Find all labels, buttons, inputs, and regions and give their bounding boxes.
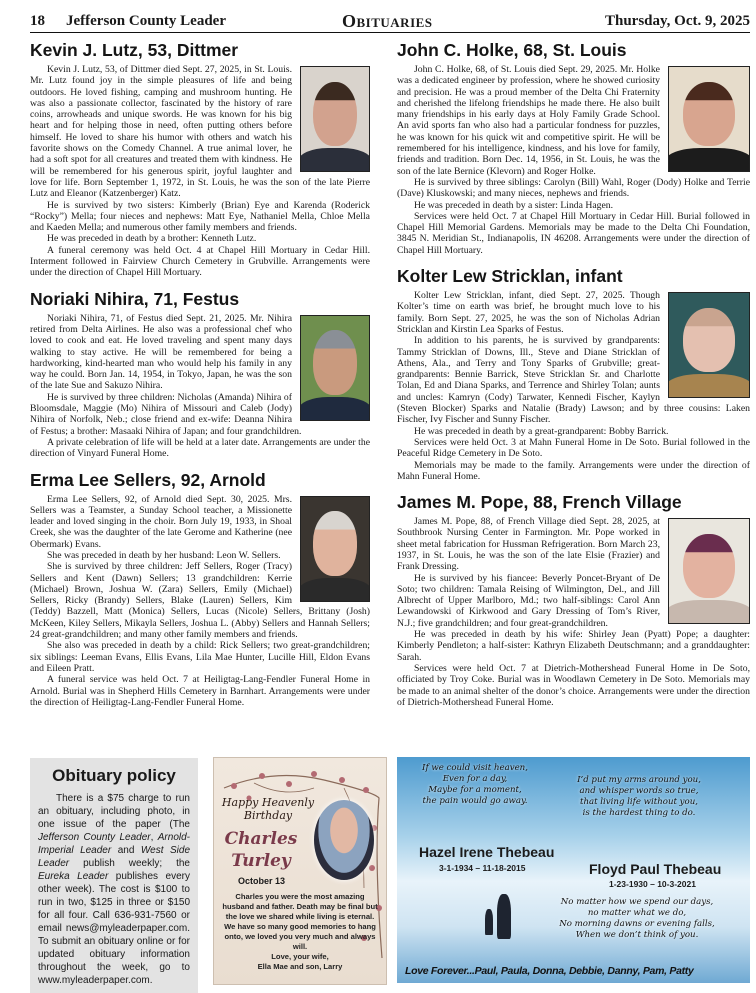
obituary-photo <box>300 315 370 421</box>
page-number: 18 <box>30 13 45 29</box>
obituary-paragraph: A private celebration of life will be held at a later date. Arrangements are under the direction of Vinyard Funeral Home. <box>30 436 370 460</box>
policy-text-part: publishes every other week). The cost is $100 to run in two, $125 in three or $150 for all four. Call 636-931-7560 or email news@myleaderpaper.com. To submit an obituary online or for updated obituary information throughout the week, go to www.myleaderpaper.com. <box>38 871 190 986</box>
birthday-memorial-ad <box>213 757 387 985</box>
poem-verse-3 <box>537 897 737 941</box>
poem-line: No matter how we spend our days, <box>560 897 714 907</box>
poem-line: that living life without you, <box>580 797 698 807</box>
obituary-paragraph: James M. Pope, 88, of French Village died Sept. 28, 2025, at Southbrook Nursing Center in Farmington. Mr. Pope worked in sheet metal fabrication for Hussman Refrigeration. Born March 23, 1937, in St. Louis, he was the son of the late Elsie (Frazier) and Frank Dressing. <box>397 516 660 573</box>
obituary <box>397 492 750 708</box>
portrait-shoulders <box>668 148 750 172</box>
poem-line: the pain would go away. <box>422 796 528 806</box>
issue-date: Thursday, Oct. 9, 2025 <box>604 13 750 29</box>
ad-honoree-name <box>220 828 302 872</box>
right-column <box>397 40 750 718</box>
ad-message <box>222 892 378 972</box>
poem-line: I’d put my arms around you, <box>577 775 701 785</box>
publication-name: Eureka Leader <box>38 871 109 882</box>
poem-line: is the hardest thing to do. <box>582 808 696 818</box>
obituary-photo <box>668 292 750 398</box>
obituary-heading: Kevin J. Lutz, 53, Dittmer <box>30 40 239 60</box>
obituary-paragraph: Kevin J. Lutz, 53, of Dittmer died Sept. 27, 2025, in St. Louis. Mr. Lutz found joy in the simple pleasures of life and being outdoors. He loved fishing, camping and mushroom hunting. He was also a passionate collector, fascinated by the history of rare coins, arrowheads and unique swords. He was known for his big heart and for helping those in need, often putting others before himself. He loved to share his humor with others and watch his favorite shows on the Comedy Channel. A true animal lover, he had a soft spot for all creatures and treated them with kindness. He will be remembered for his generous spirit, joyful laughter and love for life. Born September 1, 1972, in St. Louis, he was the son of the late Pierre Lutz and Eleanor (Katzenberger) Katz. <box>30 64 370 200</box>
portrait-face <box>313 82 357 146</box>
obituary-paragraph: He is survived by three siblings: Carolyn (Bill) Wahl, Roger (Dody) Holke and Terrie (Dave) Kluskowski; and many nieces, nephews and friends. <box>397 176 750 200</box>
portrait-shoulders <box>668 600 750 624</box>
section-title: Obituaries <box>342 11 433 31</box>
obituary-paragraph: He was preceded in death by a brother: Kenneth Lutz. <box>47 233 257 245</box>
person-2-name: Floyd Paul Thebeau <box>589 861 722 877</box>
obituary-paragraph: He is survived by two sisters: Kimberly (Brian) Eye and Karenda (Roderick “Rocky”) Mella; four nieces and nephews: Matt Eye, Nathaniel Mella, Chloe Mella and Kaeden Mella; and numerous other family members and friends. <box>30 199 370 234</box>
obituary <box>30 40 370 279</box>
person-1-name: Hazel Irene Thebeau <box>419 844 555 860</box>
publication-name: Arnold-Imperial Leader <box>38 832 191 856</box>
poem-line: no matter what we do, <box>587 908 687 918</box>
obituary-paragraph: Memorials may be made to the family. Arrangements were under the direction of Mahn Funeral Home. <box>397 459 750 482</box>
first-name: Charles <box>224 829 298 849</box>
thebeau-memorial-ad <box>397 757 750 983</box>
person-2-dates: 1-23-1930 – 10-3-2021 <box>609 879 696 889</box>
last-name: Turley <box>231 851 291 871</box>
portrait-face <box>683 308 734 372</box>
policy-text-part: publish weekly; the <box>69 858 190 869</box>
portrait-shoulders <box>300 578 370 602</box>
policy-text-part: , <box>150 832 158 843</box>
portrait-shoulders <box>300 148 370 172</box>
portrait-face <box>683 82 734 146</box>
poem-line: If we could visit heaven, <box>422 763 528 773</box>
portrait-face <box>683 534 734 598</box>
person-1-dates: 3-1-1934 – 11-18-2015 <box>439 863 526 873</box>
policy-text-part: and <box>111 845 141 856</box>
policy-title: Obituary policy <box>52 766 176 785</box>
ad-signoff: Love, your wife, <box>271 952 329 961</box>
obituary-paragraph: Erma Lee Sellers, 92, of Arnold died Sept. 30, 2025. Mrs. Sellers was a Teamster, a Sunday School teacher, a Missionette leader and loved singing in the choir. Born July 19, 1933, in Shoal Creek, she was the daughter of the late Gerome and Katherine (nee Obermark) Evans. <box>30 493 292 550</box>
obituary-policy-box <box>30 758 198 993</box>
obituary-paragraph: Kolter Lew Stricklan, infant, died Sept. 27, 2025. Though Kolter’s time on earth was brief, he brought much love to his family. Born Sept. 27, 2025, he was the son of Nicholas Adrian Stricklan and Kirstin Lea Sparks of Festus. <box>397 290 660 335</box>
obituary <box>397 266 750 482</box>
poem-line: No morning dawns or evening falls, <box>559 919 715 929</box>
bottom-ads-row <box>0 757 756 985</box>
obituary-paragraph: He was preceded in death by his wife: Shirley Jean (Pyatt) Pope; a daughter: Kimberly Pendleton; a half-sister: Kathryn Elizabeth Deutschmann; and a granddaughter: Sarah. <box>397 629 750 663</box>
obituary-paragraph: Services were held Oct. 7 at Chapel Hill Mortuary in Cedar Hill. Burial followed in Chapel Hill Memorial Gardens. Memorials may be made to the Delta Chi Foundation, 3845 N. Meridian St., Indianapolis, IN 46208. Arrangements were under the direction of Chapel Hill Mortuary. <box>397 210 750 256</box>
obituary-paragraph: She is survived by three children: Jeff Sellers, Roger (Tracy) Sellers and Kent (Dawn) Sellers; 13 grandchildren: Kerrie (Michael) Brown, Joshua W. (Zara) Sellers, Emily (Michael) Sellers, Ricky (Brandy) Sellers, Blake (Lauren) Sellers, Kim (Teddy) Bazzell, Matt (Monica) Sellers, Lucas (Nicole) Sellers, Brittany (Josh) McKeen, Kiley Sellers, Mikayla Sellers, Joshua L. (Abby) Sellers and Hannah Sellers; 24 great-grandchildren; and many other family members and friends. <box>30 561 370 641</box>
obituary-photo <box>668 66 750 172</box>
obituary-heading: Kolter Lew Stricklan, infant <box>397 266 623 287</box>
obituary <box>397 40 750 256</box>
obituary-paragraph: He is survived by his fiancee: Beverly Poncet-Bryant of De Soto; two children: Tamala Reising of Wilmington, Del., and Jill Albrecht of Upper Marlboro, Md.; two half-siblings: Carol Ann Lewandowski of Kirkwood and Gary Dressing of Tom’s River, N.J.; five grandchildren; and four great-grandchildren. <box>397 572 660 629</box>
obituary-heading: John C. Holke, 68, St. Louis <box>397 40 627 60</box>
publication-name: West Side Leader <box>38 845 190 869</box>
obituary-paragraph: John C. Holke, 68, of St. Louis died Sept. 29, 2025. Mr. Holke was a dedicated engineer by profession, where he showed curiosity and precision. He was a proud member of the Delta Chi Fraternity and cherished the lifelong friendships he made there. He also built many friendships in his early days at Holy Family Grade School. An avid sports fan who also had a particular fondness for puzzles, he was known for his quick wit and competitive spirit. He will be remembered for his intelligence, kindness, and his love for family, friends and tradition. Born Dec. 14, 1956, in St. Louis, he was the son of the late Bernice (Klevorn) and Roger Holke. <box>397 64 660 177</box>
obituary-photo <box>300 66 370 172</box>
honoree-portrait <box>314 800 374 880</box>
ad-greeting: Happy Heavenly Birthday <box>221 796 315 822</box>
obituary-paragraph: Services were held Oct. 3 at Mahn Funeral Home in De Soto. Burial followed in the Peaceful Ridge Cemetery in De Soto. <box>397 436 750 460</box>
obituary-paragraph: She also was preceded in death by a child: Rick Sellers; two great-grandchildren; six siblings: Leeman Evans, Ellis Evans, Lila Mae Hunter, Lucille Hill, Eldon Evans and Eileen Pratt. <box>30 640 370 674</box>
poem-line: and whisper words so true, <box>579 786 699 796</box>
obituary-paragraph: In addition to his parents, he is survived by grandparents: Tammy Stricklan of Downs, Ill., Steve and Diane Stricklan of Athens, Ala., and Terry and Tony Sparks of Grubville; great-grandparents: Bennie Barrick, Steve Stricklan Sr. and Charlotte Tolan, Ed and Diana Sparks, and Terrence and Shirley Tolan; aunts and uncles: Kamryn (Cody) Tarwater, Kennedi Fischer, Kaylyn (Steven Blocker) Sparks and Natalie (Brady) Lawson; and by three cousins: Laken Fischer, Ivy Fischer and Sunny Fischer. <box>397 335 750 426</box>
poem-line: When we don’t think of you. <box>575 930 699 940</box>
policy-text <box>38 792 190 987</box>
poem-line: Maybe for a moment, <box>428 785 522 795</box>
obituary-paragraph: He is survived by three children: Nicholas (Amanda) Nihira of Bloomsdale, Maggie (Mo) Nihira of Missouri and Caleb (Jody) Nihira of Norfolk, Neb.; close friend and ex-wife: Deanna Nihira of Festus; a brother: Masaaki Nihira of Japan; and four grandchildren. <box>30 391 302 437</box>
obituary <box>30 470 370 709</box>
obituary-paragraph: Noriaki Nihira, 71, of Festus died Sept. 21, 2025. Mr. Nihira retired from Delta Airlines. He also was a professional chef who loved to cook and eat. He loved traveling and spent many days walking to stay active. He will be remembered for being a hardworking, kind-hearted man who would help his family in any way he could. Born Jan. 14, 1954, in Tokyo, Japan, he was the son of the late Sue and Sakuzo Nihira. <box>30 312 292 392</box>
obituary-heading: James M. Pope, 88, French Village <box>397 492 682 513</box>
poem-verse-1 <box>405 763 545 807</box>
poem-line: Even for a day, <box>442 774 508 784</box>
obituary-heading: Noriaki Nihira, 71, Festus <box>30 288 240 309</box>
portrait-shoulders <box>668 374 750 398</box>
obituary <box>30 289 370 460</box>
walking-figure-child <box>485 909 493 935</box>
walking-figure-adult <box>497 894 511 939</box>
obituary-paragraph: A funeral service was held Oct. 7 at Heiligtag-Lang-Fendler Funeral Home in Arnold. Burial was in Shepherd Hills Cemetery in Barnhart. Arrangements were under the direction of Heiligtag-Lang-Fendler Funeral Home. <box>30 674 370 708</box>
obituary-paragraph: She was preceded in death by her husband: Leon W. Sellers. <box>47 549 281 561</box>
ad-date: October 13 <box>238 876 286 886</box>
obituary-photo <box>668 518 750 624</box>
portrait-face <box>313 330 357 394</box>
publication-name: Jefferson County Leader <box>38 832 151 843</box>
poem-verse-2 <box>549 775 729 819</box>
left-column <box>30 40 370 718</box>
portrait-face <box>313 511 357 575</box>
obituary-paragraph: A funeral ceremony was held Oct. 4 at Chapel Hill Mortuary in Cedar Hill. Interment followed in Fairview Church Cemetery in Grubville. Arrangements were under the direction of Chapel Hill Mortuary. <box>30 244 370 279</box>
family-closing-line: Love Forever...Paul, Paula, Donna, Debbie, Danny, Pam, Patty <box>405 965 694 977</box>
obituary-paragraph: He was preceded in death by a great-grandparent: Bobby Barrick. <box>414 425 669 437</box>
paper-name: Jefferson County Leader <box>66 13 226 29</box>
policy-text-part: There is a $75 charge to run an obituary, including photo, in one issue of the paper (The <box>38 793 190 830</box>
obituary-paragraph: Services were held Oct. 7 at Dietrich-Mothershead Funeral Home in De Soto, officiated by Troy Coke. Burial was in Woodlawn Cemetery in De Soto. Memorials may be made to an animal shelter of the donor’s choice. Arrangements were under the direction of Dietrich-Mothershead Funeral Home. <box>397 662 750 708</box>
page-header <box>30 8 750 33</box>
ad-signoff: Ella Mae and son, Larry <box>257 962 343 971</box>
obituary-paragraph: He was preceded in death by a sister: Linda Hagen. <box>414 199 614 211</box>
ad-message-text: Charles you were the most amazing husband and father. Death may be final but the love we shared while living is eternal. We have so many good memories to hang onto, we loved you very much and always will. <box>222 892 378 951</box>
obituary-heading: Erma Lee Sellers, 92, Arnold <box>30 469 266 490</box>
obituary-photo <box>300 496 370 602</box>
portrait-shoulders <box>300 397 370 421</box>
